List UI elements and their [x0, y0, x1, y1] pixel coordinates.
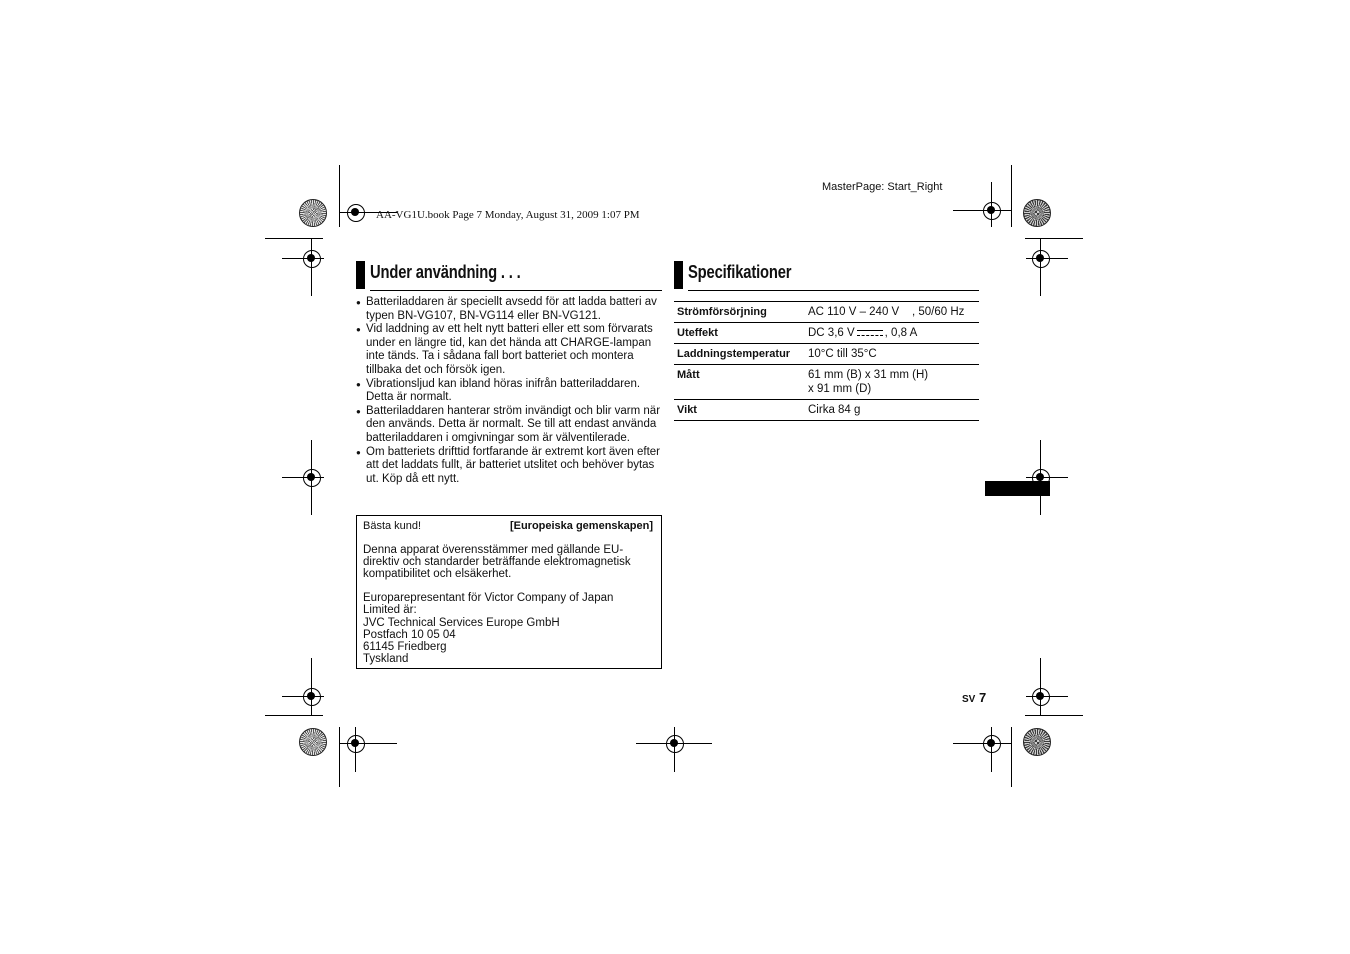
crop-line [1025, 715, 1083, 716]
crosshair-icon [307, 254, 315, 262]
table-row [674, 400, 979, 421]
crop-line [265, 238, 323, 239]
list-item: ● Batteriladdaren hanterar ström invändigt och blir varm när den används. Detta är normalt. Se till att endast använda batteriladdaren i omgivningar som är välventilerade. [356, 405, 664, 446]
crop-line [339, 727, 340, 787]
crop-line [991, 182, 992, 227]
crop-line [1040, 658, 1041, 716]
crop-line [311, 658, 312, 716]
spec-value-part: DC 3,6 V [808, 327, 855, 339]
spec-key: Uteffekt [674, 323, 805, 344]
table-row [674, 365, 979, 400]
registration-rosette-icon [1023, 199, 1051, 227]
thumb-tab [985, 481, 1050, 496]
crosshair-icon [351, 739, 359, 747]
list-item: ● Vibrationsljud kan ibland höras inifrån batteriladdaren. Detta är normalt. [356, 378, 664, 405]
crosshair-icon [670, 739, 678, 747]
spec-value-part: , 0,8 A [884, 327, 918, 339]
crosshair-icon [987, 739, 995, 747]
table-row [674, 323, 979, 344]
crosshair-icon [351, 208, 359, 216]
spec-value [805, 365, 979, 400]
crosshair-icon [1036, 692, 1044, 700]
table-row [674, 302, 979, 323]
registration-rosette-icon [1023, 728, 1051, 756]
notice-header [363, 520, 653, 532]
notice-paragraph: Denna apparat överensstämmer med gällande EU-direktiv och standarder beträffande elektromagnetisk kompatibilitet och elsäkerhet. [363, 544, 631, 581]
title-rule [370, 290, 662, 291]
title-rule [688, 290, 979, 291]
registration-rosette-icon [299, 199, 327, 227]
usage-bullet-list [356, 296, 664, 486]
eu-notice-box [356, 515, 662, 669]
page-number [962, 690, 986, 705]
registration-rosette-icon [299, 728, 327, 756]
crosshair-icon [307, 473, 315, 481]
crop-line [953, 743, 1011, 744]
spec-value: 10°C till 35°C [805, 344, 979, 365]
title-bar [356, 261, 365, 289]
crop-line [953, 210, 1011, 211]
title-bar [674, 261, 683, 289]
masterpage-label: MasterPage: Start_Right [822, 181, 943, 193]
spec-key: Mått [674, 365, 805, 400]
spec-value-line: 61 mm (B) x 31 mm (H) [808, 369, 929, 381]
spec-value [805, 323, 979, 344]
notice-greeting: Bästa kund! [363, 520, 422, 532]
crop-line [339, 165, 340, 227]
language-code: SV [962, 694, 976, 705]
crop-line [1011, 165, 1012, 227]
section-title-specs: Specifikationer [688, 262, 792, 282]
list-item: ● Vid laddning av ett helt nytt batteri eller ett som förvarats under en längre tid, kan det hända att CHARGE-lampan inte tänds. Ta i sådana fall bort batteriet och montera tillbaka det och försök igen. [356, 323, 664, 377]
crop-line [1011, 727, 1012, 787]
table-row [674, 344, 979, 365]
list-item: ● Batteriladdaren är speciellt avsedd för att ladda batteri av typen BN-VG107, BN-VG114 eller BN-VG121. [356, 296, 664, 323]
notice-rep-line: Europarepresentant för Victor Company of Japan Limited är: [363, 592, 614, 617]
crop-line [1025, 238, 1083, 239]
crosshair-icon [1036, 254, 1044, 262]
notice-rep-line: Postfach 10 05 04 [363, 628, 456, 641]
notice-rep-line: JVC Technical Services Europe GmbH [363, 616, 560, 629]
spec-value-line: x 91 mm (D) [808, 383, 872, 395]
notice-rep-line: Tyskland [363, 652, 409, 665]
crop-line [265, 715, 323, 716]
section-title-usage: Under användning . . . [370, 262, 521, 282]
notice-region: [Europeiska gemenskapen] [509, 520, 653, 532]
spec-key: Vikt [674, 400, 805, 421]
spec-key: Strömförsörjning [674, 302, 805, 323]
book-info: AA-VG1U.book Page 7 Monday, August 31, 2009 1:07 PM [376, 209, 640, 221]
crosshair-icon [307, 692, 315, 700]
notice-rep-line: 61145 Friedberg [363, 640, 447, 653]
page-number-value: 7 [978, 690, 987, 705]
spec-table [674, 301, 979, 421]
list-item: ● Om batteriets drifttid fortfarande är extremt kort även efter att det laddats fullt, är batteriet utslitet och behöver bytas ut. Köp då ett nytt. [356, 446, 664, 487]
crosshair-icon [1036, 473, 1044, 481]
spec-value: Cirka 84 g [805, 400, 979, 421]
spec-key: Laddningstemperatur [674, 344, 805, 365]
spec-value: AC 110 V – 240 V , 50/60 Hz [805, 302, 979, 323]
dc-symbol-icon [857, 329, 883, 337]
